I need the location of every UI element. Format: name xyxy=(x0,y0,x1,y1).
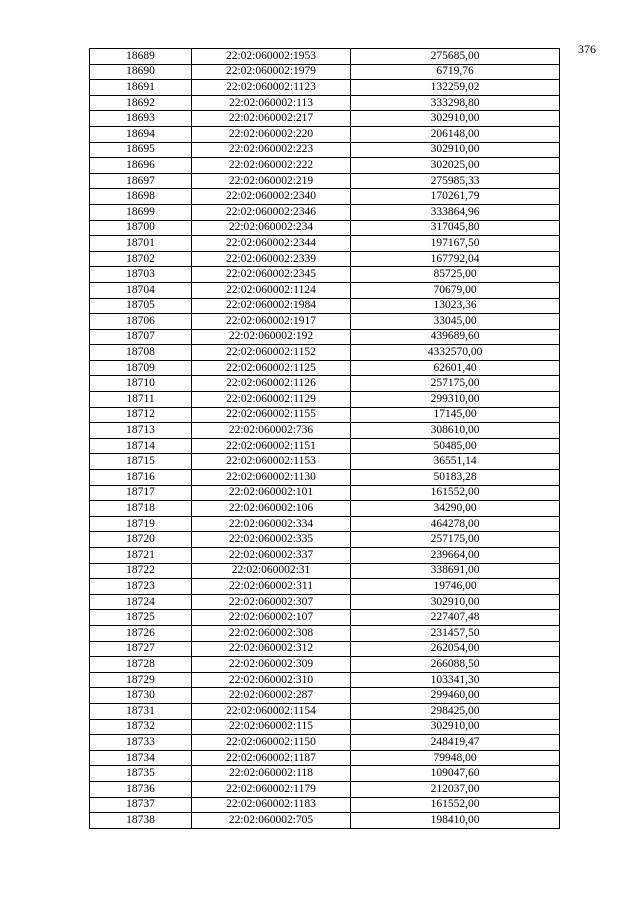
table-row xyxy=(90,251,560,267)
cadastral-number-cell: 22:02:060002:31 xyxy=(192,563,351,579)
value-cell: 464278,00 xyxy=(351,516,560,532)
value-cell: 206148,00 xyxy=(351,126,560,142)
value-cell: 302910,00 xyxy=(351,719,560,735)
cadastral-number-cell: 22:02:060002:1151 xyxy=(192,438,351,454)
row-number-cell: 18736 xyxy=(90,781,192,797)
cadastral-number-cell: 22:02:060002:223 xyxy=(192,142,351,158)
value-cell: 262054,00 xyxy=(351,641,560,657)
row-number-cell: 18716 xyxy=(90,470,192,486)
row-number-cell: 18703 xyxy=(90,267,192,283)
value-cell: 338691,00 xyxy=(351,563,560,579)
cadastral-number-cell: 22:02:060002:309 xyxy=(192,657,351,673)
value-cell: 161552,00 xyxy=(351,485,560,501)
row-number-cell: 18708 xyxy=(90,345,192,361)
table-row xyxy=(90,314,560,330)
cadastral-number-cell: 22:02:060002:307 xyxy=(192,594,351,610)
cadastral-number-cell: 22:02:060002:1183 xyxy=(192,797,351,813)
table-row xyxy=(90,423,560,439)
value-cell: 302910,00 xyxy=(351,111,560,127)
value-cell: 70679,00 xyxy=(351,282,560,298)
cadastral-number-cell: 22:02:060002:2340 xyxy=(192,189,351,205)
table-row xyxy=(90,501,560,517)
row-number-cell: 18732 xyxy=(90,719,192,735)
cadastral-number-cell: 22:02:060002:1917 xyxy=(192,314,351,330)
table-row xyxy=(90,204,560,220)
value-cell: 50485,00 xyxy=(351,438,560,454)
value-cell: 257175,00 xyxy=(351,532,560,548)
table-row xyxy=(90,813,560,829)
table-row xyxy=(90,766,560,782)
value-cell: 85725,00 xyxy=(351,267,560,283)
table-row xyxy=(90,64,560,80)
cadastral-number-cell: 22:02:060002:1984 xyxy=(192,298,351,314)
value-cell: 161552,00 xyxy=(351,797,560,813)
cadastral-number-cell: 22:02:060002:736 xyxy=(192,423,351,439)
row-number-cell: 18696 xyxy=(90,158,192,174)
table-row xyxy=(90,454,560,470)
cadastral-number-cell: 22:02:060002:2339 xyxy=(192,251,351,267)
row-number-cell: 18702 xyxy=(90,251,192,267)
table-row xyxy=(90,142,560,158)
value-cell: 212037,00 xyxy=(351,781,560,797)
table-row xyxy=(90,158,560,174)
table-row xyxy=(90,750,560,766)
table-row xyxy=(90,407,560,423)
cadastral-number-cell: 22:02:060002:334 xyxy=(192,516,351,532)
row-number-cell: 18700 xyxy=(90,220,192,236)
value-cell: 257175,00 xyxy=(351,376,560,392)
value-cell: 266088,50 xyxy=(351,657,560,673)
table-row xyxy=(90,189,560,205)
row-number-cell: 18692 xyxy=(90,95,192,111)
row-number-cell: 18723 xyxy=(90,579,192,595)
cadastral-number-cell: 22:02:060002:192 xyxy=(192,329,351,345)
value-cell: 197167,50 xyxy=(351,236,560,252)
table-row xyxy=(90,111,560,127)
table-row xyxy=(90,376,560,392)
cadastral-number-cell: 22:02:060002:1130 xyxy=(192,470,351,486)
table-row xyxy=(90,516,560,532)
table-row xyxy=(90,392,560,408)
row-number-cell: 18724 xyxy=(90,594,192,610)
row-number-cell: 18730 xyxy=(90,688,192,704)
value-cell: 302910,00 xyxy=(351,142,560,158)
cadastral-number-cell: 22:02:060002:219 xyxy=(192,173,351,189)
table-row xyxy=(90,735,560,751)
cadastral-number-cell: 22:02:060002:220 xyxy=(192,126,351,142)
value-cell: 79948,00 xyxy=(351,750,560,766)
table-body xyxy=(90,49,560,829)
table-row xyxy=(90,345,560,361)
cadastral-number-cell: 22:02:060002:1155 xyxy=(192,407,351,423)
table-row xyxy=(90,80,560,96)
cadastral-number-cell: 22:02:060002:1187 xyxy=(192,750,351,766)
value-cell: 302025,00 xyxy=(351,158,560,174)
value-cell: 299460,00 xyxy=(351,688,560,704)
table-row xyxy=(90,797,560,813)
cadastral-number-cell: 22:02:060002:115 xyxy=(192,719,351,735)
row-number-cell: 18706 xyxy=(90,314,192,330)
value-cell: 275685,00 xyxy=(351,49,560,65)
cadastral-number-cell: 22:02:060002:287 xyxy=(192,688,351,704)
value-cell: 36551,14 xyxy=(351,454,560,470)
value-cell: 19746,00 xyxy=(351,579,560,595)
row-number-cell: 18735 xyxy=(90,766,192,782)
row-number-cell: 18713 xyxy=(90,423,192,439)
cadastral-number-cell: 22:02:060002:1126 xyxy=(192,376,351,392)
cadastral-number-cell: 22:02:060002:1154 xyxy=(192,703,351,719)
value-cell: 227407,48 xyxy=(351,610,560,626)
value-cell: 231457,50 xyxy=(351,625,560,641)
table-row xyxy=(90,220,560,236)
table-row xyxy=(90,173,560,189)
table-row xyxy=(90,485,560,501)
value-cell: 4332570,00 xyxy=(351,345,560,361)
table-row xyxy=(90,532,560,548)
row-number-cell: 18710 xyxy=(90,376,192,392)
value-cell: 248419,47 xyxy=(351,735,560,751)
cadastral-number-cell: 22:02:060002:705 xyxy=(192,813,351,829)
table-row xyxy=(90,579,560,595)
row-number-cell: 18738 xyxy=(90,813,192,829)
cadastral-number-cell: 22:02:060002:234 xyxy=(192,220,351,236)
value-cell: 50183,28 xyxy=(351,470,560,486)
cadastral-number-cell: 22:02:060002:222 xyxy=(192,158,351,174)
cadastral-number-cell: 22:02:060002:217 xyxy=(192,111,351,127)
value-cell: 109047,60 xyxy=(351,766,560,782)
row-number-cell: 18709 xyxy=(90,360,192,376)
row-number-cell: 18714 xyxy=(90,438,192,454)
table-row xyxy=(90,470,560,486)
value-cell: 170261,79 xyxy=(351,189,560,205)
value-cell: 132259,02 xyxy=(351,80,560,96)
cadastral-number-cell: 22:02:060002:337 xyxy=(192,548,351,564)
row-number-cell: 18689 xyxy=(90,49,192,65)
row-number-cell: 18707 xyxy=(90,329,192,345)
cadastral-number-cell: 22:02:060002:308 xyxy=(192,625,351,641)
table-row xyxy=(90,719,560,735)
cadastral-number-cell: 22:02:060002:1953 xyxy=(192,49,351,65)
cadastral-number-cell: 22:02:060002:1179 xyxy=(192,781,351,797)
cadastral-number-cell: 22:02:060002:107 xyxy=(192,610,351,626)
value-cell: 439689,60 xyxy=(351,329,560,345)
value-cell: 333864,96 xyxy=(351,204,560,220)
table-row xyxy=(90,641,560,657)
row-number-cell: 18712 xyxy=(90,407,192,423)
row-number-cell: 18725 xyxy=(90,610,192,626)
value-cell: 198410,00 xyxy=(351,813,560,829)
row-number-cell: 18720 xyxy=(90,532,192,548)
row-number-cell: 18715 xyxy=(90,454,192,470)
row-number-cell: 18733 xyxy=(90,735,192,751)
cadastral-number-cell: 22:02:060002:1129 xyxy=(192,392,351,408)
value-cell: 317045,80 xyxy=(351,220,560,236)
row-number-cell: 18722 xyxy=(90,563,192,579)
row-number-cell: 18694 xyxy=(90,126,192,142)
value-cell: 239664,00 xyxy=(351,548,560,564)
value-cell: 34290,00 xyxy=(351,501,560,517)
cadastral-number-cell: 22:02:060002:1979 xyxy=(192,64,351,80)
table-row xyxy=(90,360,560,376)
cadastral-number-cell: 22:02:060002:1123 xyxy=(192,80,351,96)
value-cell: 167792,04 xyxy=(351,251,560,267)
row-number-cell: 18705 xyxy=(90,298,192,314)
cadastral-value-table xyxy=(89,48,560,829)
value-cell: 308610,00 xyxy=(351,423,560,439)
row-number-cell: 18721 xyxy=(90,548,192,564)
cadastral-number-cell: 22:02:060002:1125 xyxy=(192,360,351,376)
table-row xyxy=(90,688,560,704)
cadastral-number-cell: 22:02:060002:2344 xyxy=(192,236,351,252)
table-row xyxy=(90,672,560,688)
table-row xyxy=(90,610,560,626)
row-number-cell: 18719 xyxy=(90,516,192,532)
row-number-cell: 18701 xyxy=(90,236,192,252)
table-row xyxy=(90,126,560,142)
table-row xyxy=(90,267,560,283)
row-number-cell: 18691 xyxy=(90,80,192,96)
cadastral-number-cell: 22:02:060002:1152 xyxy=(192,345,351,361)
cadastral-number-cell: 22:02:060002:311 xyxy=(192,579,351,595)
table-row xyxy=(90,548,560,564)
cadastral-number-cell: 22:02:060002:1150 xyxy=(192,735,351,751)
value-cell: 298425,00 xyxy=(351,703,560,719)
cadastral-number-cell: 22:02:060002:101 xyxy=(192,485,351,501)
cadastral-number-cell: 22:02:060002:118 xyxy=(192,766,351,782)
row-number-cell: 18728 xyxy=(90,657,192,673)
value-cell: 62601,40 xyxy=(351,360,560,376)
row-number-cell: 18704 xyxy=(90,282,192,298)
table-row xyxy=(90,49,560,65)
table-row xyxy=(90,781,560,797)
table-row xyxy=(90,625,560,641)
row-number-cell: 18734 xyxy=(90,750,192,766)
cadastral-number-cell: 22:02:060002:113 xyxy=(192,95,351,111)
value-cell: 302910,00 xyxy=(351,594,560,610)
page-number: 376 xyxy=(578,42,596,56)
cadastral-number-cell: 22:02:060002:2345 xyxy=(192,267,351,283)
value-cell: 103341,30 xyxy=(351,672,560,688)
cadastral-number-cell: 22:02:060002:106 xyxy=(192,501,351,517)
value-cell: 17145,00 xyxy=(351,407,560,423)
cadastral-number-cell: 22:02:060002:310 xyxy=(192,672,351,688)
row-number-cell: 18699 xyxy=(90,204,192,220)
table-row xyxy=(90,236,560,252)
row-number-cell: 18727 xyxy=(90,641,192,657)
row-number-cell: 18737 xyxy=(90,797,192,813)
table-row xyxy=(90,657,560,673)
value-cell: 299310,00 xyxy=(351,392,560,408)
value-cell: 333298,80 xyxy=(351,95,560,111)
value-cell: 13023,36 xyxy=(351,298,560,314)
cadastral-number-cell: 22:02:060002:335 xyxy=(192,532,351,548)
row-number-cell: 18695 xyxy=(90,142,192,158)
row-number-cell: 18711 xyxy=(90,392,192,408)
row-number-cell: 18726 xyxy=(90,625,192,641)
row-number-cell: 18729 xyxy=(90,672,192,688)
table-row xyxy=(90,594,560,610)
cadastral-number-cell: 22:02:060002:312 xyxy=(192,641,351,657)
table-row xyxy=(90,298,560,314)
row-number-cell: 18693 xyxy=(90,111,192,127)
cadastral-number-cell: 22:02:060002:2346 xyxy=(192,204,351,220)
table-row xyxy=(90,563,560,579)
table-row xyxy=(90,329,560,345)
value-cell: 33045,00 xyxy=(351,314,560,330)
row-number-cell: 18698 xyxy=(90,189,192,205)
row-number-cell: 18718 xyxy=(90,501,192,517)
table-row xyxy=(90,282,560,298)
cadastral-number-cell: 22:02:060002:1124 xyxy=(192,282,351,298)
cadastral-number-cell: 22:02:060002:1153 xyxy=(192,454,351,470)
row-number-cell: 18717 xyxy=(90,485,192,501)
row-number-cell: 18697 xyxy=(90,173,192,189)
value-cell: 6719,76 xyxy=(351,64,560,80)
row-number-cell: 18731 xyxy=(90,703,192,719)
table-row xyxy=(90,438,560,454)
row-number-cell: 18690 xyxy=(90,64,192,80)
table-row xyxy=(90,95,560,111)
value-cell: 275985,33 xyxy=(351,173,560,189)
table-row xyxy=(90,703,560,719)
